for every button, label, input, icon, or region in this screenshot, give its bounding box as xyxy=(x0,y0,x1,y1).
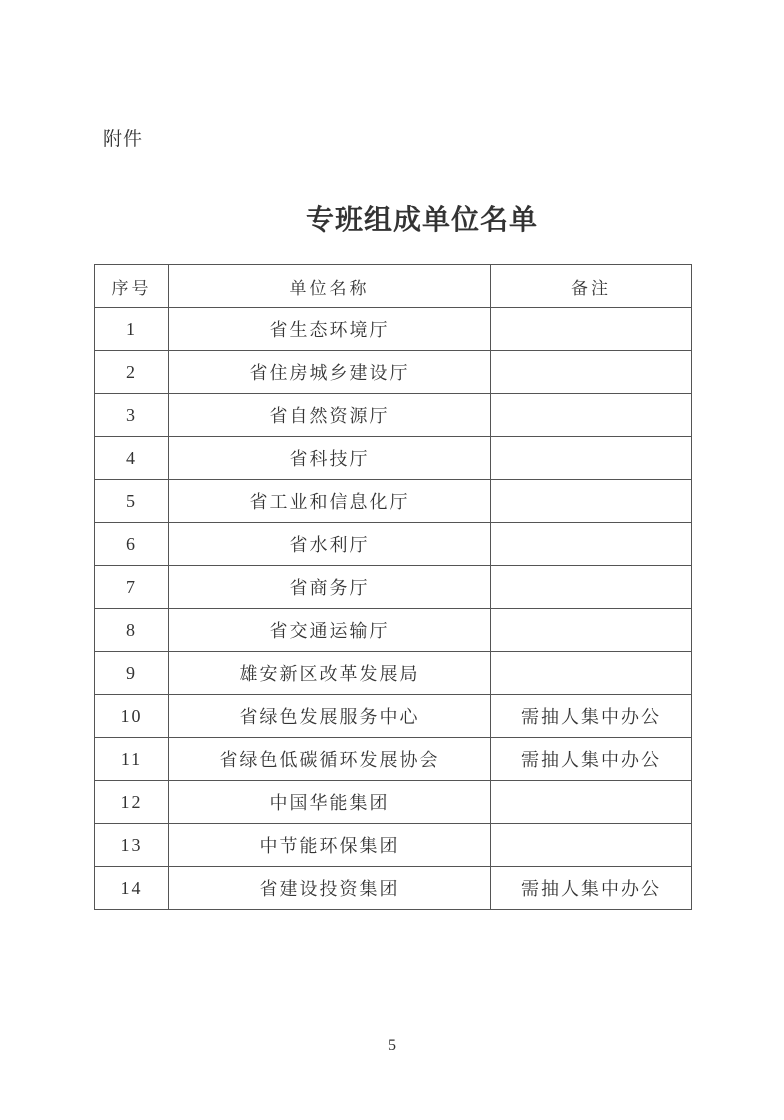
table-row xyxy=(95,738,692,781)
cell-note xyxy=(491,394,692,437)
cell-unit-name: 省建设投资集团 xyxy=(169,867,491,910)
cell-note xyxy=(491,308,692,351)
cell-note xyxy=(491,437,692,480)
cell-note xyxy=(491,480,692,523)
cell-unit-name: 省绿色低碳循环发展协会 xyxy=(169,738,491,781)
cell-unit-name: 省水利厅 xyxy=(169,523,491,566)
cell-unit-name: 中国华能集团 xyxy=(169,781,491,824)
cell-note xyxy=(491,566,692,609)
table-row xyxy=(95,695,692,738)
cell-note xyxy=(491,609,692,652)
cell-note xyxy=(491,523,692,566)
table-row xyxy=(95,566,692,609)
table-row xyxy=(95,351,692,394)
units-table xyxy=(94,264,692,910)
table-row xyxy=(95,609,692,652)
header-note: 备注 xyxy=(491,265,692,308)
cell-note xyxy=(491,351,692,394)
header-name: 单位名称 xyxy=(169,265,491,308)
attachment-label: 附件 xyxy=(103,128,144,150)
cell-index: 5 xyxy=(95,480,169,523)
document-title: 专班组成单位名单 xyxy=(305,203,538,236)
cell-note xyxy=(491,824,692,867)
cell-index: 13 xyxy=(95,824,169,867)
table-row xyxy=(95,394,692,437)
cell-unit-name: 雄安新区改革发展局 xyxy=(169,652,491,695)
cell-unit-name: 省商务厅 xyxy=(169,566,491,609)
cell-index: 7 xyxy=(95,566,169,609)
cell-index: 12 xyxy=(95,781,169,824)
cell-note: 需抽人集中办公 xyxy=(491,867,692,910)
cell-index: 9 xyxy=(95,652,169,695)
cell-unit-name: 省自然资源厅 xyxy=(169,394,491,437)
cell-unit-name: 省绿色发展服务中心 xyxy=(169,695,491,738)
cell-unit-name: 中节能环保集团 xyxy=(169,824,491,867)
cell-index: 10 xyxy=(95,695,169,738)
cell-note xyxy=(491,652,692,695)
cell-index: 14 xyxy=(95,867,169,910)
cell-note: 需抽人集中办公 xyxy=(491,738,692,781)
cell-unit-name: 省科技厅 xyxy=(169,437,491,480)
table-header-row xyxy=(95,265,692,308)
table-row xyxy=(95,652,692,695)
cell-unit-name: 省交通运输厅 xyxy=(169,609,491,652)
table-row xyxy=(95,480,692,523)
page-number: 5 xyxy=(388,1037,396,1054)
cell-index: 1 xyxy=(95,308,169,351)
table-row xyxy=(95,437,692,480)
cell-note xyxy=(491,781,692,824)
table-body xyxy=(95,308,692,910)
table-row xyxy=(95,867,692,910)
cell-index: 4 xyxy=(95,437,169,480)
cell-unit-name: 省住房城乡建设厅 xyxy=(169,351,491,394)
cell-unit-name: 省生态环境厅 xyxy=(169,308,491,351)
header-index: 序号 xyxy=(95,265,169,308)
cell-index: 6 xyxy=(95,523,169,566)
table-row xyxy=(95,308,692,351)
cell-index: 11 xyxy=(95,738,169,781)
cell-unit-name: 省工业和信息化厅 xyxy=(169,480,491,523)
cell-note: 需抽人集中办公 xyxy=(491,695,692,738)
table-row xyxy=(95,781,692,824)
table-row xyxy=(95,523,692,566)
table-row xyxy=(95,824,692,867)
cell-index: 3 xyxy=(95,394,169,437)
cell-index: 8 xyxy=(95,609,169,652)
cell-index: 2 xyxy=(95,351,169,394)
